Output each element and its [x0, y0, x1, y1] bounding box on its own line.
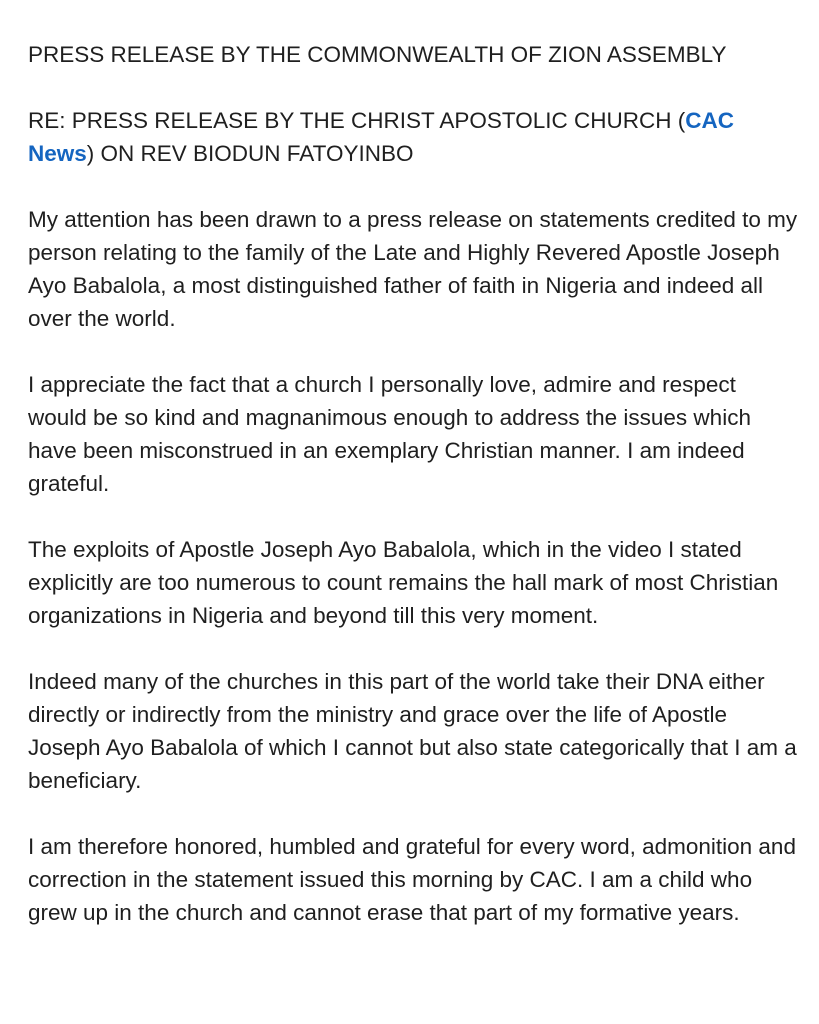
cac-news-link[interactable]: CAC News	[28, 108, 735, 166]
paragraph-gratitude: I am therefore honored, humbled and grateful for every word, admonition and correction in the statement issued this morning by CAC. I am a child who grew up in the church and cannot erase that part of my formative years.	[28, 834, 796, 925]
paragraph-churches-dna: Indeed many of the churches in this part of the world take their DNA either directly or indirectly from the ministry and grace over the life of Apostle Joseph Ayo Babalola of which I cannot but also state categorically that I am a beneficiary.	[28, 669, 797, 793]
paragraph-appreciation: I appreciate the fact that a church I personally love, admire and respect would be so kind and magnanimous enough to address the issues which have been misconstrued in an exemplary Christian manner. I am indeed grateful.	[28, 372, 751, 496]
document-heading: PRESS RELEASE BY THE COMMONWEALTH OF ZION ASSEMBLY	[28, 42, 727, 67]
re-line-suffix: ) ON REV BIODUN FATOYINBO	[86, 141, 414, 166]
paragraph-attention: My attention has been drawn to a press release on statements credited to my person relating to the family of the Late and Highly Revered Apostle Joseph Ayo Babalola, a most distinguished father of faith in Nigeria and indeed all over the world.	[28, 207, 798, 331]
press-release-document	[28, 38, 798, 962]
paragraph-exploits: The exploits of Apostle Joseph Ayo Babalola, which in the video I stated explicitly are too numerous to count remains the hall mark of most Christian organizations in Nigeria and beyond till this very moment.	[28, 537, 779, 628]
re-line	[28, 104, 798, 170]
re-line-prefix: RE: PRESS RELEASE BY THE CHRIST APOSTOLIC CHURCH (	[28, 108, 686, 133]
